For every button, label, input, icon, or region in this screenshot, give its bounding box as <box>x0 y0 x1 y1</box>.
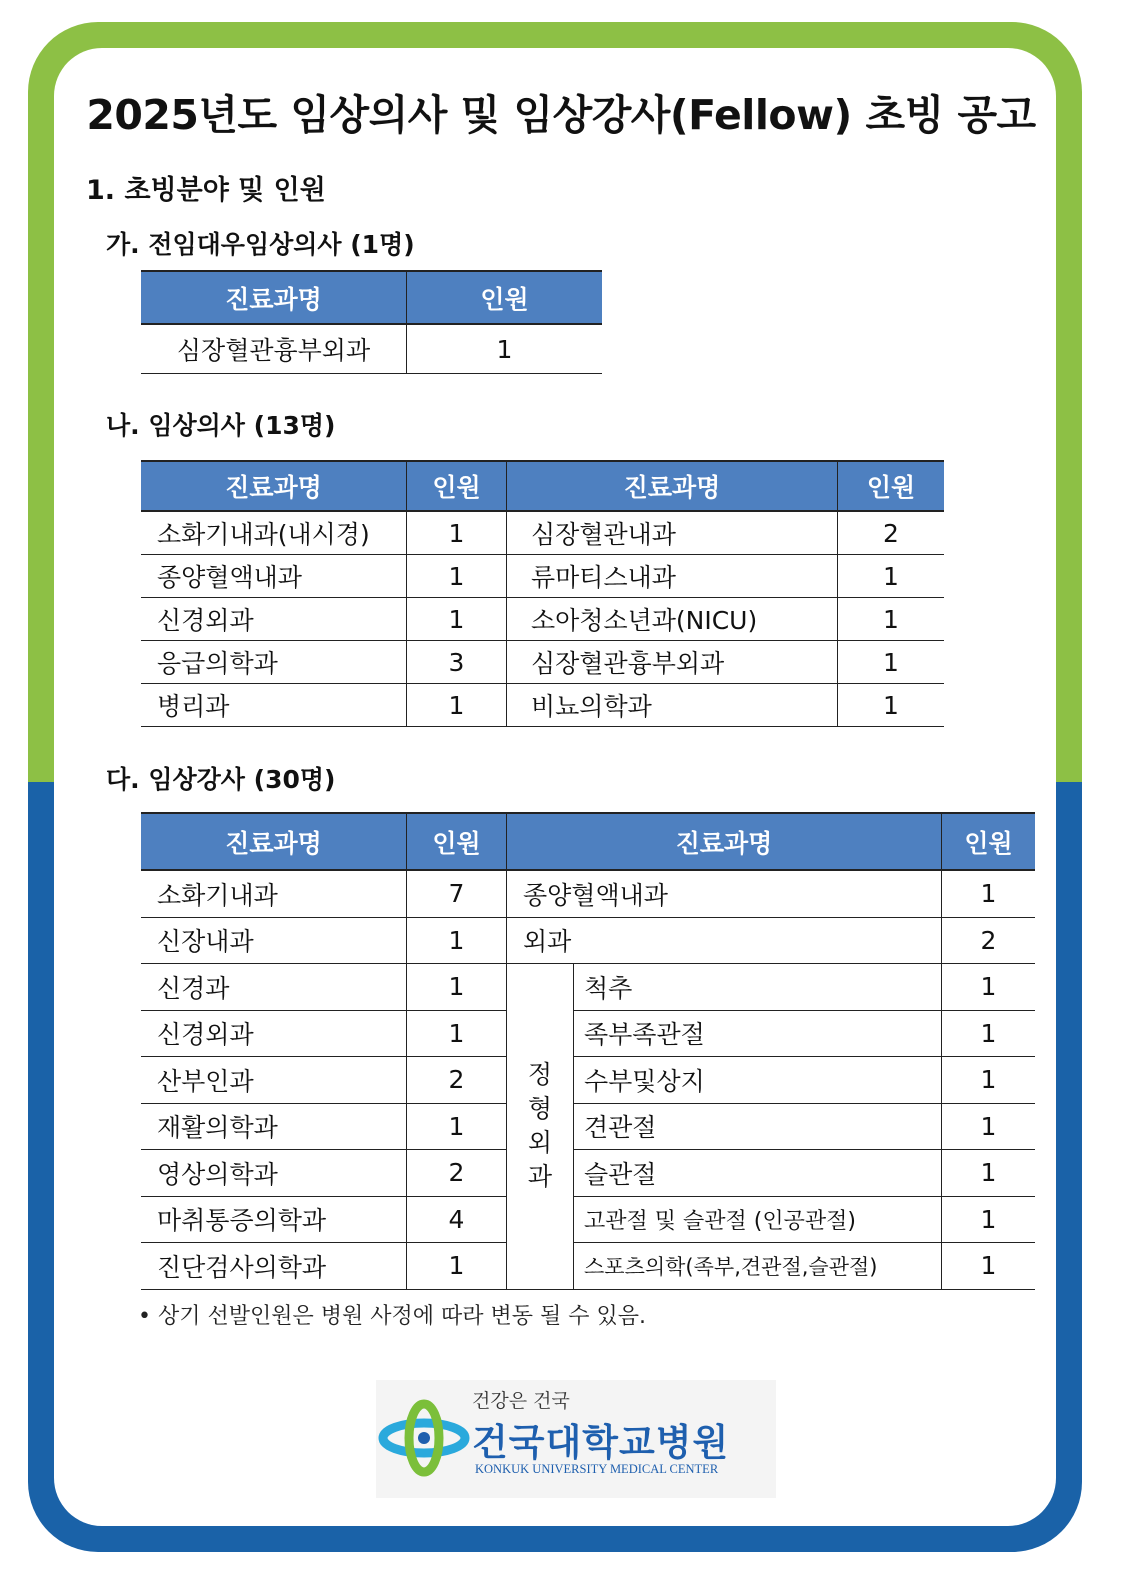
table-row <box>141 1057 1035 1104</box>
cell-dept: 심장혈관내과 <box>507 511 838 555</box>
cell-dept: 재활의학과 <box>141 1103 407 1150</box>
cell-dept: 병리과 <box>141 684 407 727</box>
cell-count: 2 <box>407 1150 507 1197</box>
section-heading: 1. 초빙분야 및 인원 <box>86 175 326 206</box>
ortho-label-char: 과 <box>527 1162 553 1192</box>
table-row <box>141 1010 1035 1057</box>
cell-count: 1 <box>942 1243 1036 1290</box>
logo-name: 건국대학교병원 <box>472 1420 730 1464</box>
cell-dept: 외과 <box>507 917 942 964</box>
cell-count: 1 <box>407 598 507 641</box>
cell-dept: 고관절 및 슬관절 (인공관절) <box>574 1196 942 1243</box>
col-header-dept: 진료과명 <box>507 461 838 511</box>
cell-dept: 마취통증의학과 <box>141 1196 407 1243</box>
hospital-emblem-icon <box>378 1398 470 1482</box>
cell-count: 1 <box>407 1243 507 1290</box>
cell-count: 1 <box>942 964 1036 1011</box>
cell-dept: 신경외과 <box>141 598 407 641</box>
cell-dept: 소아청소년과(NICU) <box>507 598 838 641</box>
ortho-label-char: 정 <box>527 1060 553 1090</box>
cell-dept: 심장혈관흉부외과 <box>141 324 407 374</box>
cell-count: 1 <box>407 964 507 1011</box>
cell-dept: 척추 <box>574 964 942 1011</box>
col-header-count: 인원 <box>407 271 603 324</box>
page-title: 2025년도 임상의사 및 임상강사(Fellow) 초빙 공고 <box>86 91 1036 139</box>
cell-count: 3 <box>407 641 507 684</box>
subsection-c-heading: 다. 임상강사 (30명) <box>106 765 336 794</box>
table-row <box>141 641 944 684</box>
cell-count: 1 <box>407 1010 507 1057</box>
table-row <box>141 1150 1035 1197</box>
col-header-count: 인원 <box>838 461 945 511</box>
col-header-dept: 진료과명 <box>507 813 942 870</box>
table-row <box>141 511 944 555</box>
cell-count: 1 <box>942 1057 1036 1104</box>
cell-dept: 신경외과 <box>141 1010 407 1057</box>
cell-dept: 영상의학과 <box>141 1150 407 1197</box>
table-row <box>141 1243 1035 1290</box>
table-row <box>141 684 944 727</box>
col-header-count: 인원 <box>942 813 1036 870</box>
col-header-dept: 진료과명 <box>141 461 407 511</box>
cell-count: 4 <box>407 1196 507 1243</box>
footnote: • 상기 선발인원은 병원 사정에 따라 변동 될 수 있음. <box>138 1304 646 1329</box>
cell-count: 1 <box>942 1150 1036 1197</box>
ortho-label-char: 형 <box>527 1094 553 1124</box>
ortho-group-label <box>507 964 574 1290</box>
cell-dept: 소화기내과 <box>141 870 407 917</box>
cell-dept: 심장혈관흉부외과 <box>507 641 838 684</box>
cell-dept: 신장내과 <box>141 917 407 964</box>
cell-dept: 수부및상지 <box>574 1057 942 1104</box>
cell-dept: 진단검사의학과 <box>141 1243 407 1290</box>
cell-count: 1 <box>942 1103 1036 1150</box>
hospital-logo <box>376 1380 776 1498</box>
table-c <box>141 812 1035 1290</box>
col-header-count: 인원 <box>407 813 507 870</box>
table-row <box>141 324 602 374</box>
cell-dept: 견관절 <box>574 1103 942 1150</box>
cell-count: 1 <box>407 917 507 964</box>
subsection-b-heading: 나. 임상의사 (13명) <box>106 411 336 440</box>
table-row <box>141 598 944 641</box>
table-header-row <box>141 813 1035 870</box>
table-row <box>141 870 1035 917</box>
cell-count: 2 <box>942 917 1036 964</box>
cell-count: 1 <box>838 684 945 727</box>
ortho-label-char: 외 <box>527 1128 553 1158</box>
cell-count: 1 <box>942 1196 1036 1243</box>
cell-count: 1 <box>838 555 945 598</box>
col-header-dept: 진료과명 <box>141 271 407 324</box>
cell-dept: 소화기내과(내시경) <box>141 511 407 555</box>
table-row <box>141 1196 1035 1243</box>
table-a <box>141 270 602 374</box>
cell-count: 1 <box>407 1103 507 1150</box>
table-row <box>141 917 1035 964</box>
cell-dept: 슬관절 <box>574 1150 942 1197</box>
cell-count: 1 <box>407 511 507 555</box>
cell-count: 1 <box>838 641 945 684</box>
cell-count: 7 <box>407 870 507 917</box>
table-header-row <box>141 271 602 324</box>
cell-dept: 족부족관절 <box>574 1010 942 1057</box>
cell-dept: 종양혈액내과 <box>141 555 407 598</box>
cell-count: 2 <box>838 511 945 555</box>
cell-count: 1 <box>407 324 603 374</box>
cell-count: 1 <box>407 555 507 598</box>
cell-count: 1 <box>942 1010 1036 1057</box>
cell-dept: 비뇨의학과 <box>507 684 838 727</box>
cell-count: 1 <box>942 870 1036 917</box>
cell-dept: 스포츠의학(족부,견관절,슬관절) <box>574 1243 942 1290</box>
logo-english-name: KONKUK UNIVERSITY MEDICAL CENTER <box>475 1462 719 1476</box>
cell-dept: 신경과 <box>141 964 407 1011</box>
cell-count: 2 <box>407 1057 507 1104</box>
cell-dept: 산부인과 <box>141 1057 407 1104</box>
cell-count: 1 <box>407 684 507 727</box>
cell-dept: 류마티스내과 <box>507 555 838 598</box>
table-header-row <box>141 461 944 511</box>
col-header-count: 인원 <box>407 461 507 511</box>
table-b <box>141 460 944 727</box>
cell-dept: 종양혈액내과 <box>507 870 942 917</box>
table-row <box>141 1103 1035 1150</box>
table-row <box>141 555 944 598</box>
cell-count: 1 <box>838 598 945 641</box>
table-row <box>141 964 1035 1011</box>
col-header-dept: 진료과명 <box>141 813 407 870</box>
subsection-a-heading: 가. 전임대우임상의사 (1명) <box>106 230 415 259</box>
logo-slogan: 건강은 건국 <box>472 1390 570 1412</box>
cell-dept: 응급의학과 <box>141 641 407 684</box>
